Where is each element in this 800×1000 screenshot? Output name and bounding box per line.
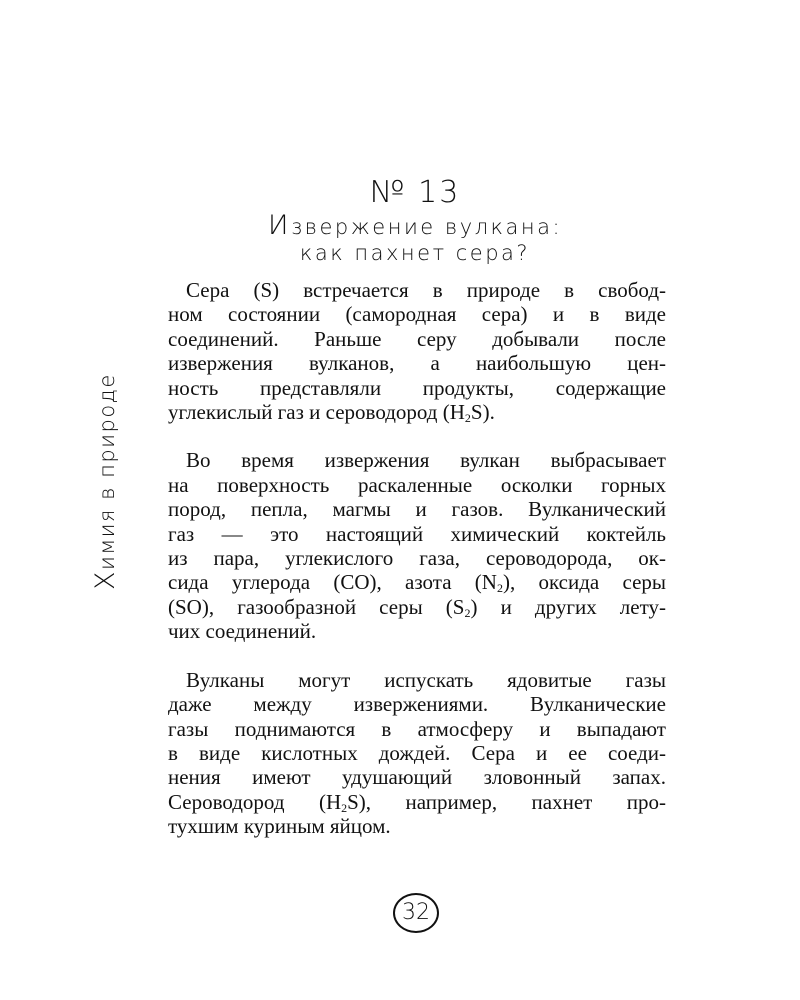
text-line: ность представляли продукты, содержащие xyxy=(168,375,666,400)
text-line: газы поднимаются в атмосферу и выпадают xyxy=(168,716,666,741)
text-line xyxy=(168,790,666,814)
text-fragment: (SO), газообразной серы (S xyxy=(168,594,465,619)
running-head-vertical xyxy=(90,373,121,590)
subscript: 2 xyxy=(496,581,503,596)
body-text xyxy=(168,278,666,863)
text-line xyxy=(168,595,666,619)
text-line: даже между извержениями. Вулканические xyxy=(168,692,666,717)
paragraph-1 xyxy=(168,278,666,424)
text-line: соединений. Раньше серу добывали после xyxy=(168,326,666,351)
text-line xyxy=(168,570,666,594)
subscript: 2 xyxy=(464,605,471,620)
paragraph-3 xyxy=(168,668,666,839)
text-fragment: ) и других лету- xyxy=(470,594,666,619)
text-fragment: сида углерода (CO), азота (N xyxy=(168,570,497,595)
chapter-title-line-1 xyxy=(180,212,650,239)
text-fragment: Сероводород (H xyxy=(168,789,342,814)
text-line: Сера (S) встречается в природе в свобод- xyxy=(186,278,666,302)
text-line xyxy=(168,400,666,424)
text-line: в виде кислотных дождей. Сера и ее соеди- xyxy=(168,740,666,765)
text-line: тухшим куриным яйцом. xyxy=(168,814,391,839)
chapter-title-line-2: как пахнет сера? xyxy=(299,241,531,265)
paragraph-2 xyxy=(168,448,666,643)
text-line: газ — это настоящий химический коктейль xyxy=(168,521,666,546)
chapter-heading xyxy=(180,175,650,265)
text-line: нения имеют удушающий зловонный запах. xyxy=(168,765,666,790)
chapter-title-line-1-rest: звержение вулкана: xyxy=(290,215,563,239)
text-line: Вулканы могут испускать ядовитые газы xyxy=(186,667,666,692)
text-line: Во время извержения вулкан выбрасывает xyxy=(186,448,666,473)
text-fragment: S). xyxy=(470,400,495,425)
page-number: 32 xyxy=(393,893,439,933)
text-fragment: углекислый газ и сероводород (H xyxy=(168,400,465,425)
text-line: чих соединений. xyxy=(168,619,317,644)
chapter-title-initial: И xyxy=(267,210,291,241)
text-fragment: ), оксида серы xyxy=(502,570,666,595)
text-line: извержения вулканов, а наибольшую цен- xyxy=(168,351,666,376)
subscript: 2 xyxy=(464,411,471,426)
running-head-rest: имия в природе xyxy=(95,373,119,570)
text-line: ном состоянии (самородная сера) и в виде xyxy=(168,302,666,327)
subscript: 2 xyxy=(341,800,348,815)
text-fragment: S), например, пахнет про- xyxy=(347,789,666,814)
running-head-initial: Х xyxy=(90,570,121,590)
text-line: на поверхность раскаленные осколки горных xyxy=(168,472,666,497)
text-line: пород, пепла, магмы и газов. Вулканический xyxy=(168,497,666,522)
text-line: из пара, углекислого газа, сероводорода, ок- xyxy=(168,546,666,571)
chapter-number: № 13 xyxy=(369,175,461,210)
